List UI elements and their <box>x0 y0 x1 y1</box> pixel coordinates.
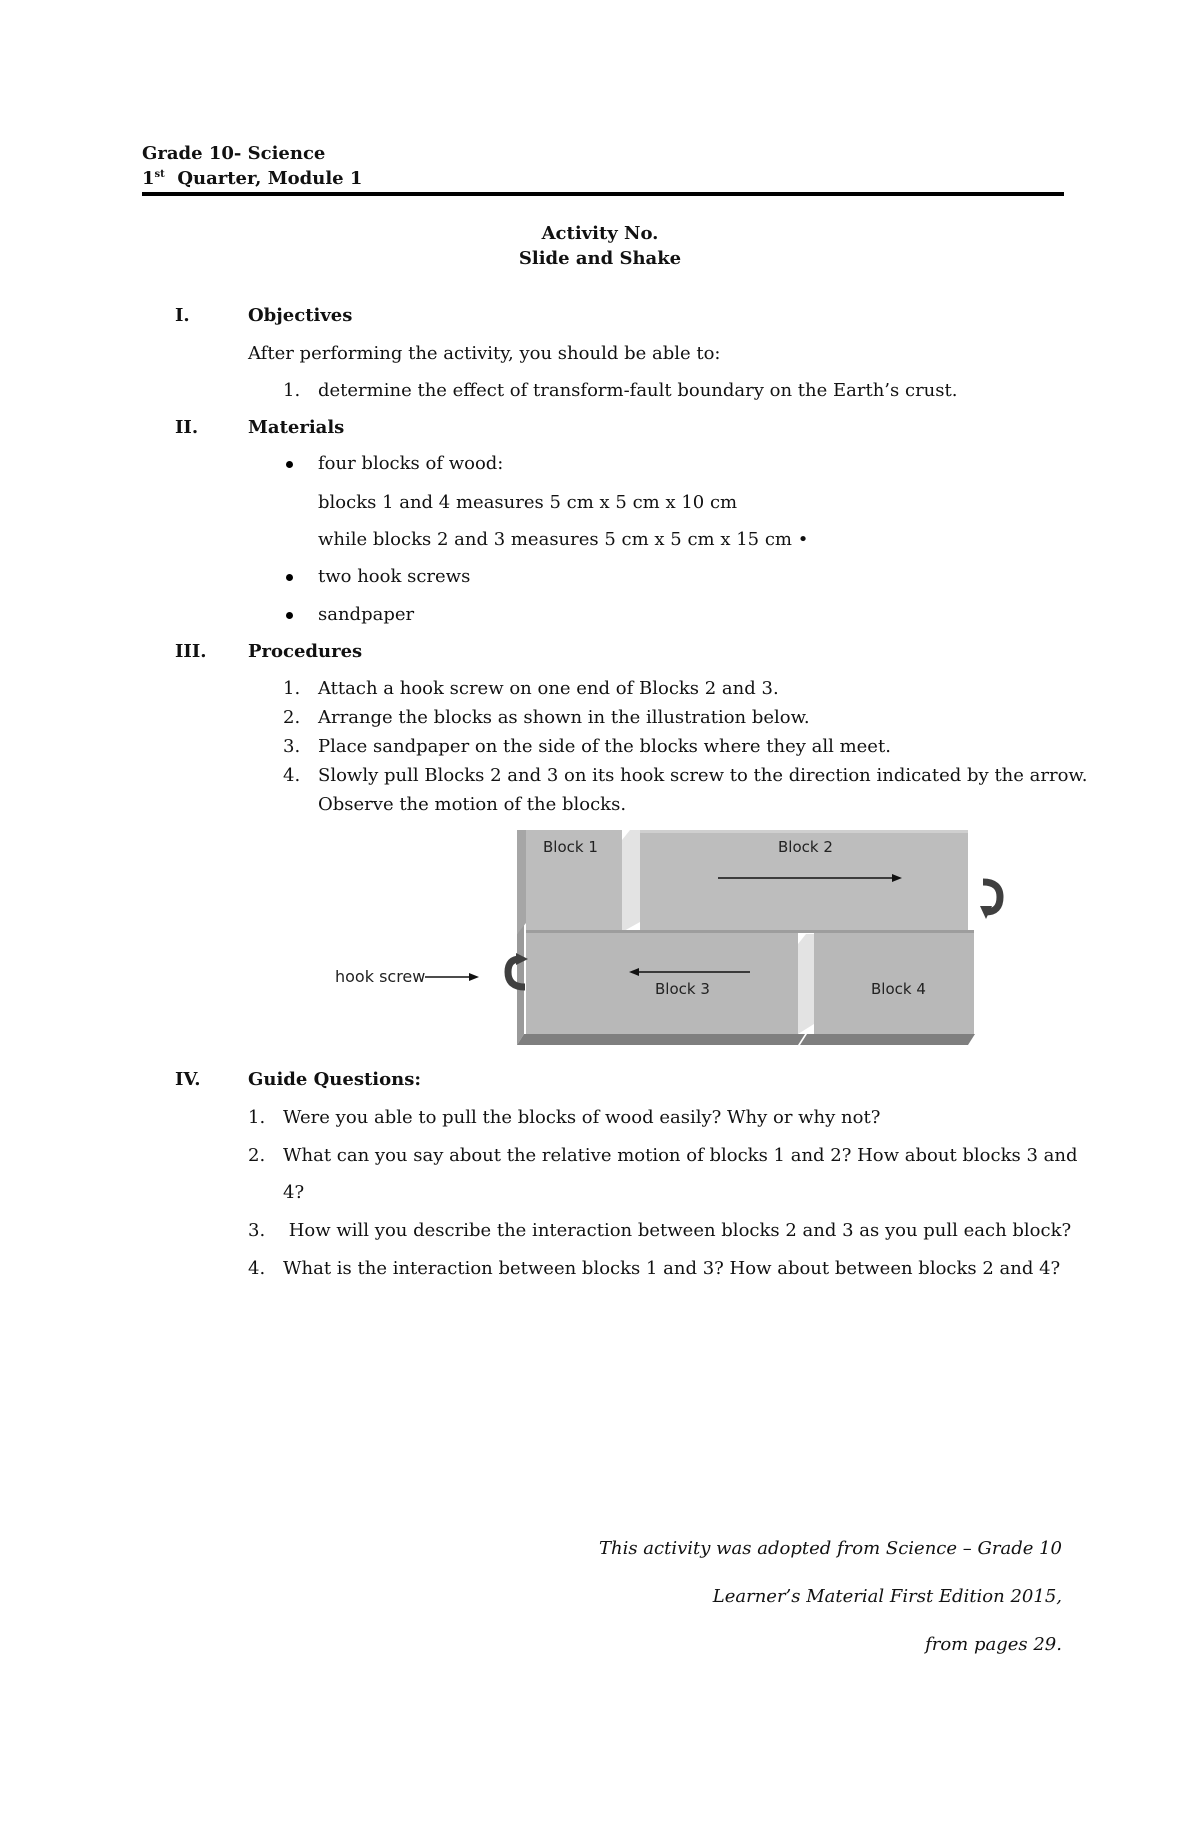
question-number: 1. <box>248 1107 266 1128</box>
material-wood-sub2: while blocks 2 and 3 measures 5 cm x 5 cm x 15 cm • <box>318 529 809 550</box>
block-1-label: Block 1 <box>543 838 598 856</box>
block-bottom-face <box>800 1034 975 1045</box>
question-text-continued: 4? <box>283 1182 305 1203</box>
question-text: What is the interaction between blocks 1 and 3? How about between blocks 2 and 4? <box>283 1258 1061 1279</box>
procedure-number: 4. <box>283 765 301 786</box>
material-hooks: two hook screws <box>318 566 471 587</box>
header-grade: Grade 10- Science <box>142 143 326 164</box>
procedure-step: Slowly pull Blocks 2 and 3 on its hook screw to the direction indicated by the arrow. <box>318 765 1088 786</box>
blocks-illustration <box>320 822 1010 1057</box>
procedure-number: 1. <box>283 678 301 699</box>
materials-numeral: II. <box>175 417 199 438</box>
material-wood-sub1: blocks 1 and 4 measures 5 cm x 5 cm x 10 cm <box>318 492 738 513</box>
objectives-heading: Objectives <box>248 305 353 326</box>
activity-number: Activity No. <box>541 223 659 244</box>
guide-heading: Guide Questions: <box>248 1069 421 1090</box>
question-text: How will you describe the interaction between blocks 2 and 3 as you pull each block? <box>283 1220 1072 1241</box>
question-number: 2. <box>248 1145 266 1166</box>
header-quarter-rest: Quarter, Module 1 <box>177 168 363 189</box>
question-text: Were you able to pull the blocks of wood easily? Why or why not? <box>283 1107 881 1128</box>
procedure-step-continued: Observe the motion of the blocks. <box>318 794 627 815</box>
block-side-face <box>517 830 526 934</box>
header-divider <box>142 192 1064 196</box>
citation-line-2: Learner’s Material First Edition 2015, <box>712 1586 1062 1607</box>
procedure-step: Place sandpaper on the side of the blocks where they all meet. <box>318 736 891 757</box>
block-4-label: Block 4 <box>871 980 926 998</box>
material-wood: four blocks of wood: <box>318 453 504 474</box>
block-2-top-edge <box>640 830 968 833</box>
procedure-number: 2. <box>283 707 301 728</box>
question-text: What can you say about the relative motion of blocks 1 and 2? How about blocks 3 and <box>283 1145 1078 1166</box>
activity-title: Slide and Shake <box>518 248 682 269</box>
material-sandpaper: sandpaper <box>318 604 415 625</box>
procedure-step: Arrange the blocks as shown in the illustration below. <box>318 707 810 728</box>
procedures-heading: Procedures <box>248 641 363 662</box>
block-gap <box>798 934 814 1034</box>
hook-label-arrow <box>425 973 479 981</box>
header-quarter-number: 1 <box>142 168 155 189</box>
block-bottom-face <box>517 1034 805 1045</box>
objectives-intro: After performing the activity, you should be able to: <box>248 343 721 364</box>
objective-text: determine the effect of transform-fault boundary on the Earth’s crust. <box>318 380 958 401</box>
question-number: 4. <box>248 1258 266 1279</box>
procedure-number: 3. <box>283 736 301 757</box>
procedures-numeral: III. <box>175 641 207 662</box>
objectives-numeral: I. <box>175 305 190 326</box>
block-2-label: Block 2 <box>778 838 833 856</box>
bullet-icon <box>286 461 293 468</box>
guide-numeral: IV. <box>175 1069 201 1090</box>
header-quarter <box>142 168 362 189</box>
procedure-step: Attach a hook screw on one end of Blocks 2 and 3. <box>318 678 779 699</box>
objective-number: 1. <box>283 380 301 401</box>
citation-line-3: from pages 29. <box>925 1634 1062 1655</box>
header-quarter-sup: st <box>154 169 165 180</box>
materials-heading: Materials <box>248 417 345 438</box>
block-gap <box>622 830 640 932</box>
bullet-icon <box>286 612 293 619</box>
bullet-icon <box>286 574 293 581</box>
block-3-label: Block 3 <box>655 980 710 998</box>
citation-line-1: This activity was adopted from Science – Grade 10 <box>598 1538 1062 1559</box>
block-row-divider <box>526 930 974 933</box>
hook-screw-label: hook screw <box>335 967 426 986</box>
question-number: 3. <box>248 1220 266 1241</box>
